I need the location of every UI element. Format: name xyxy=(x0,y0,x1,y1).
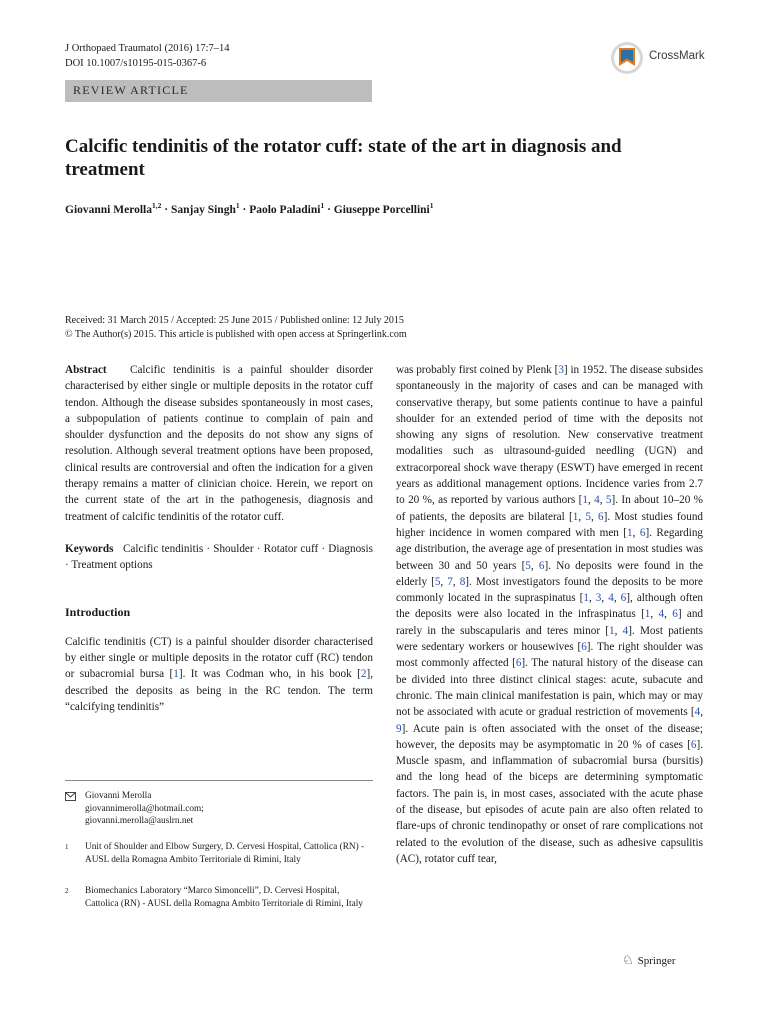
author-separator: · xyxy=(324,203,334,216)
citation-link[interactable]: 1 xyxy=(609,624,615,637)
journal-citation xyxy=(65,41,230,71)
body-text: , xyxy=(587,494,595,507)
abstract-label: Abstract xyxy=(65,364,107,376)
crossmark-label: CrossMark xyxy=(649,50,705,62)
body-text: ]. The right shoulder was most commonly affected [ xyxy=(396,641,703,670)
author-name[interactable]: Giuseppe Porcellini xyxy=(333,203,430,216)
right-column xyxy=(396,362,703,867)
envelope-icon xyxy=(65,792,76,801)
body-text: ]. The natural history of the disease can be divided into three distinct clinical stages: acute, subacute and chronic. The main clinical manifestation is pain, which may or may not be associated with acute or gradual restriction of movements [ xyxy=(396,657,703,719)
body-text: ]. Most patients were sedentary workers or housewives [ xyxy=(396,624,704,654)
affiliation-footnote-1 xyxy=(65,841,375,881)
citation-link[interactable]: 3 xyxy=(595,592,602,605)
email-link[interactable]: giovanni.merolla@auslrn.net xyxy=(85,816,194,826)
introduction-paragraph-left xyxy=(65,634,373,715)
article-type-label: REVIEW ARTICLE xyxy=(73,83,189,97)
author-name[interactable]: Giovanni Merolla xyxy=(65,203,152,216)
citation-link[interactable]: 5 xyxy=(525,559,531,572)
citation-link[interactable]: 5 xyxy=(585,510,591,523)
citation-link[interactable]: 7 xyxy=(447,575,453,588)
body-text: ]. Most studies found higher incidence in women compared with men [ xyxy=(396,510,704,539)
body-text: was probably first coined by Plenk [ xyxy=(396,364,559,376)
body-text: , xyxy=(664,608,673,621)
correspondence-footnote xyxy=(65,790,375,838)
body-text: Calcific tendinitis (CT) is a painful shoulder disorder characterised by either single or multiple deposits in the rotator cuff (RC) tendon or subacromial bursa [ xyxy=(65,635,373,681)
abstract xyxy=(65,362,373,525)
body-text: ]. Most investigators found the deposits to be more commonly located in the supraspinatus [ xyxy=(396,575,703,605)
keywords-label: Keywords xyxy=(65,542,114,555)
left-column xyxy=(65,362,373,715)
citation-link[interactable]: 6 xyxy=(672,608,678,621)
citation-link[interactable]: 6 xyxy=(515,657,522,670)
citation-link[interactable]: 6 xyxy=(581,641,587,654)
journal-line: J Orthopaed Traumatol (2016) 17:7–14 xyxy=(65,43,230,54)
body-text: , xyxy=(452,575,460,588)
author-name[interactable]: Sanjay Singh xyxy=(170,203,236,216)
author-separator: · xyxy=(239,203,250,216)
affiliation-text: Unit of Shoulder and Elbow Surgery, D. Cervesi Hospital, Cattolica (RN) - AUSL della Romagna Ambito Territoriale di Rimini, Italy xyxy=(85,842,365,865)
body-text: ]. Muscle spasm, and inflammation of subacromial bursa (bursitis) and the long head of the biceps are determining symptomatic factors. The pain is, in most cases, associated with the acute phase of the disease, but episodes of acute pain are also often related to flare-ups of chronic tendinopathy or onset of rare complications not related to the evolution of the disease, such as adhesive capsulitis (AC), rotator cuff tear, xyxy=(396,738,703,865)
citation-link[interactable]: 4 xyxy=(694,706,701,719)
citation-link[interactable]: 6 xyxy=(620,592,627,605)
body-text: , xyxy=(650,608,659,621)
body-text: ], although often the deposits were also located in the infraspinatus [ xyxy=(396,592,704,621)
body-text: , xyxy=(578,510,586,523)
crossmark-icon xyxy=(610,40,644,76)
correspondence-name: Giovanni Merolla xyxy=(85,791,152,801)
body-text: ] in 1952. The disease subsides spontaneously in the majority of cases and can be managed with conservative therapy, but some patients continue to have a painful shoulder for an extended period of time with the deposits not showing any signs of resolution. New conservative treatment modalities such as ultrasound-guided needling (UGN) and extracorporeal shock wave therapy (ESWT) have emerged in recent years as additional management options. Incidence varies from 2.7 to 20 %, as reported by various authors [ xyxy=(396,364,704,507)
dates-line: Received: 31 March 2015 / Accepted: 25 June 2015 / Published online: 12 July 2015 xyxy=(65,315,404,326)
license-line: © The Author(s) 2015. This article is published with open access at Springerlink.com xyxy=(65,329,407,340)
correspondence-body xyxy=(85,790,375,828)
email-link[interactable]: giovannimerolla@hotmail.com; xyxy=(85,803,204,814)
author-separator: · xyxy=(161,203,171,216)
article-type-banner xyxy=(65,80,372,102)
citation-link[interactable]: 6 xyxy=(690,738,697,751)
body-text: , xyxy=(599,494,606,507)
body-text: ]. Acute pain is often associated with the onset of the disease; however, the deposits may be asymptomatic in 20 % of cases [ xyxy=(396,722,703,751)
affiliation-text: Biomechanics Laboratory “Marco Simoncelli”, D. Cervesi Hospital, Cattolica (RN) - AUSL della Romagna Ambito Territoriale di Rimini, Italy xyxy=(85,886,363,909)
article-title: Calcific tendinitis of the rotator cuff: state of the art in diagnosis and treatment xyxy=(65,136,622,180)
body-text: , xyxy=(590,510,598,523)
citation-link[interactable]: 4 xyxy=(658,608,665,621)
body-text: ]. No deposits were found in the elderly [ xyxy=(396,559,703,588)
body-text: , xyxy=(601,592,609,605)
body-text: , xyxy=(614,624,623,637)
citation-link[interactable]: 1 xyxy=(572,510,579,523)
footnote-mark: 1 xyxy=(65,843,69,851)
citation-link[interactable]: 1 xyxy=(627,526,633,539)
body-text: ], described the deposits as being in the RC tendon. The term “calcifying tendinitis” xyxy=(65,668,373,714)
citation-link[interactable]: 5 xyxy=(605,494,612,507)
author-list xyxy=(65,201,705,216)
citation-link[interactable]: 1 xyxy=(582,494,588,507)
body-text: , xyxy=(700,706,703,719)
author-affiliation: 1,2 xyxy=(152,201,162,210)
body-text: , xyxy=(632,526,640,539)
body-text: ]. In about 10–20 % of patients, the deposits are bilateral [ xyxy=(396,494,703,523)
springer-horse-icon: ♘ xyxy=(622,952,634,967)
publisher-logo xyxy=(622,952,676,968)
author-affiliation: 1 xyxy=(235,201,240,210)
body-text: ]. It was Codman who, in his book [ xyxy=(178,668,361,681)
citation-link[interactable]: 6 xyxy=(598,510,604,523)
citation-link[interactable]: 3 xyxy=(558,364,564,376)
citation-link[interactable]: 9 xyxy=(396,722,402,735)
footnote-divider xyxy=(65,780,373,781)
affiliation-footnote-2 xyxy=(65,885,375,925)
keywords-text: Calcific tendinitis · Shoulder · Rotator cuff · Diagnosis · Treatment options xyxy=(65,542,373,572)
citation-link[interactable]: 6 xyxy=(639,526,646,539)
footnote-mark: 2 xyxy=(65,887,69,895)
citation-link[interactable]: 4 xyxy=(622,624,629,637)
citation-link[interactable]: 1 xyxy=(173,668,179,681)
citation-link[interactable]: 4 xyxy=(594,494,600,507)
body-text: , xyxy=(440,575,448,588)
body-text: , xyxy=(530,559,539,572)
body-text: ] and rarely in the subscapularis and teres minor [ xyxy=(396,608,704,637)
citation-link[interactable]: 1 xyxy=(583,592,589,605)
keywords xyxy=(65,541,373,574)
introduction-paragraph-right xyxy=(396,362,703,867)
abstract-text: Calcific tendinitis is a painful shoulder disorder characterised by either single or multiple deposits in the rotator cuff tendon. Although the disease subsides spontaneously in most cases, a subpopulation of patients continue to complain of pain and shoulder dysfunction and the deposits do not show any signs of resolution. Although several treatment options have been proposed, clinical results are controversial and often the indication for a given therapy remains a matter of clinician choice. Herein, we report on the current state of the art in the pathogenesis, diagnosis and treatment of calcific tendinitis of the rotator cuff. xyxy=(65,364,374,523)
author-name[interactable]: Paolo Paladini xyxy=(249,203,321,216)
body-text: ]. Regarding age distribution, the average age of presentation in most studies was between 30 and 50 years [ xyxy=(396,526,704,572)
citation-link[interactable]: 5 xyxy=(434,575,441,588)
crossmark-badge[interactable] xyxy=(610,40,720,76)
author-affiliation: 1 xyxy=(320,201,325,210)
publication-history xyxy=(65,314,705,342)
section-heading-introduction: Introduction xyxy=(65,604,131,619)
publisher-name: Springer xyxy=(637,955,676,967)
citation-link[interactable]: 6 xyxy=(538,559,545,572)
doi-line[interactable]: DOI 10.1007/s10195-015-0367-6 xyxy=(65,58,207,69)
citation-link[interactable]: 2 xyxy=(360,668,367,681)
author-affiliation: 1 xyxy=(429,201,434,210)
citation-link[interactable]: 4 xyxy=(608,592,614,605)
citation-link[interactable]: 8 xyxy=(459,575,466,588)
body-text: , xyxy=(613,592,621,605)
citation-link[interactable]: 1 xyxy=(644,608,651,621)
body-text: , xyxy=(588,592,596,605)
